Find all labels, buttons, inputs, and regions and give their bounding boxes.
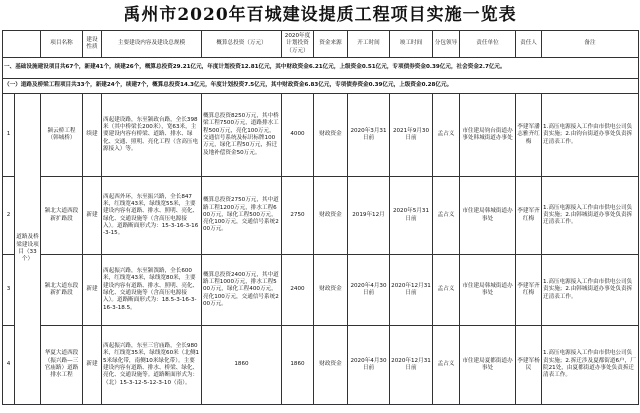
row-remark: 1.高压电源接入工作由市供电公司负责实施；2.由韩城街道办事处负责拆迁清表工作。 [542,177,639,255]
row-content: 西起西外环，东至振兴路，全长847米，红线宽43米，绿线宽55米，主要建设内容有道路、排水、照明、亮化、绿化、交通设施等（含高压电源接入）。道路断面形式为：15-3-16-3-16-3-15。 [102,177,202,255]
row-plan: 2750 [282,177,314,255]
header-seq [3,31,41,58]
row-end: 2020年12月31日前 [390,326,433,405]
row-content: 西起振兴路，东至三官庙路，全长980米，红线宽35米，绿线宽60米（北侧15米绿化带，南侧10米绿化带）。主要建设内容有道路、排水、桥梁、绿化、亮化、交通设施等。道路断面形式为：（北）15-3-12-5-12-3-10（南）。 [102,326,202,405]
row-unit: 市住建局钧台街道办事处韩城街道办事处 [460,94,516,177]
row-start: 2020年4月30日前 [348,326,390,405]
header-plan: 2020年度计划投资（万元） [282,31,314,58]
row-total: 概算总投资2400万元，其中道路工程1000万元，排水工程500万元，绿化工程400万元，亮化100万元，交通信号系统200万元。 [202,255,282,326]
header-name: 项目名称 [41,31,83,58]
row-start: 2019年12月 [348,177,390,255]
row-plan: 4000 [282,94,314,177]
row-name: 颍云桥工程（韩城桥） [41,94,83,177]
row-fund: 财政资金 [314,94,348,177]
row-end: 2021年9月30日前 [390,94,433,177]
row-fund: 财政资金 [314,326,348,405]
row-end: 2020年5月31日前 [390,177,433,255]
row-person: 李建军潘志雅齐红梅 [516,94,542,177]
table-row [3,177,639,255]
row-plan: 1860 [282,326,314,405]
row-fund: 财政资金 [314,177,348,255]
row-seq: 4 [3,326,15,405]
table-row [3,94,639,177]
row-type: 新建 [83,326,102,405]
row-type: 新建 [83,255,102,326]
row-end: 2020年12月31日前 [390,255,433,326]
row-leader: 孟占义 [433,177,460,255]
row-unit: 市住建局夏都街道办事处 [460,326,516,405]
header-end: 竣工时间 [390,31,433,58]
row-seq: 1 [3,94,15,177]
header-unit: 责任单位 [460,31,516,58]
page-title: 禹州市2020年百城建设提质工程项目实施一览表 [123,5,517,25]
header-leader: 分包领导 [433,31,460,58]
header-start: 开工时间 [348,31,390,58]
header-fund: 资金来源 [314,31,348,58]
row-total: 概算总投资2750万元，其中道路工程1200万元，排水工程600万元，绿化工程500万元，亮化100万元，交通信号系统200万元。 [202,177,282,255]
row-seq: 2 [3,177,15,255]
row-content: 西起振兴路，东至颍潩路，全长600米，红线宽43米，绿线宽80米，主要建设内容有道路、排水、照明、亮化、绿化、交通设施等（含高压电源接入）。道路断面形式为：18.5-3-16-3-16-3-18.5。 [102,255,202,326]
project-table [2,30,639,405]
header-total: 概算总投资（万元） [202,31,282,58]
row-remark: 1.高压电源接入工作由市供电公司负责实施；2.由钧台街道办事处负责拆迁清表工作。 [542,94,639,177]
row-name: 颍北大道东段新扩路段 [41,255,83,326]
row-content: 西起建设路，东至颍政台路，全长398米（其中桥梁长200米），宽63米，主要建设内容有桥梁、道路、排水、绿化、交通、照明、亮化工程（含高压电源接入）等。 [102,94,202,177]
row-type: 续建 [83,94,102,177]
table-row [3,255,639,326]
summary-text: 一、基础设施建设项目共67个，新建41个，续建26个，概算总投资29.21亿元，年度计划投资12.81亿元，其中财政资金6.21亿元，上级资金0.51亿元，专项债券资金0.39亿元，社会资金2.7亿元。 [3,58,639,79]
row-unit: 市住建局韩城街道办事处 [460,177,516,255]
header-remark: 备注 [542,31,639,58]
row-name: 华夏大道西段（振兴路—三官庙路）道路排水工程 [41,326,83,405]
row-name: 颍北大道西段新扩路段 [41,177,83,255]
header-person: 责任人 [516,31,542,58]
subcategory-text: （一）道路及桥梁工程项目共33个，新建24个，续建7个，概算总投资14.3亿元，年度计划投资7.5亿元，其中财政资金6.83亿元，专项债券资金0.39亿元，上级资金0.28亿元。 [3,79,639,94]
row-leader: 孟占义 [433,94,460,177]
row-total: 概算总投资8250万元，其中桥梁工程7500万元，道路排水工程500万元，亮化100万元，交通信号系统及标识标牌100万元，绿化工程50万元，拆迁及地补偿资金50万元。 [202,94,282,177]
row-plan: 2400 [282,255,314,326]
row-start: 2020年4月30日前 [348,255,390,326]
row-leader: 孟占义 [433,326,460,405]
subcategory-row [3,79,639,94]
row-leader: 孟占义 [433,255,460,326]
row-unit: 市住建局韩城街道办事处 [460,255,516,326]
row-start: 2020年3月31日前 [348,94,390,177]
header-type: 建设性质 [83,31,102,58]
row-fund: 财政资金 [314,255,348,326]
row-person: 李建军杨民 [516,326,542,405]
row-remark: 1.高压电源接入工作由市供电公司负责实施；2.由韩城街道办事处负责拆迁清表工作。 [542,255,639,326]
row-person: 李建军齐红梅 [516,177,542,255]
header-content: 主要建设内容及建设总规模 [102,31,202,58]
row-seq: 3 [3,255,15,326]
summary-row [3,58,639,79]
row-remark: 1.高压电源接入工作由市供电公司负责实施；2.拆迁涉及夏都街道6户，厂院21处，由夏都街道办事处负责拆迁清表工作。 [542,326,639,405]
header-row [3,31,639,58]
category-cell: 道路及桥梁建设项目（33个） [15,94,41,405]
row-total: 1860 [202,326,282,405]
row-person: 李建军齐红梅 [516,255,542,326]
row-type: 新建 [83,177,102,255]
table-row [3,326,639,405]
